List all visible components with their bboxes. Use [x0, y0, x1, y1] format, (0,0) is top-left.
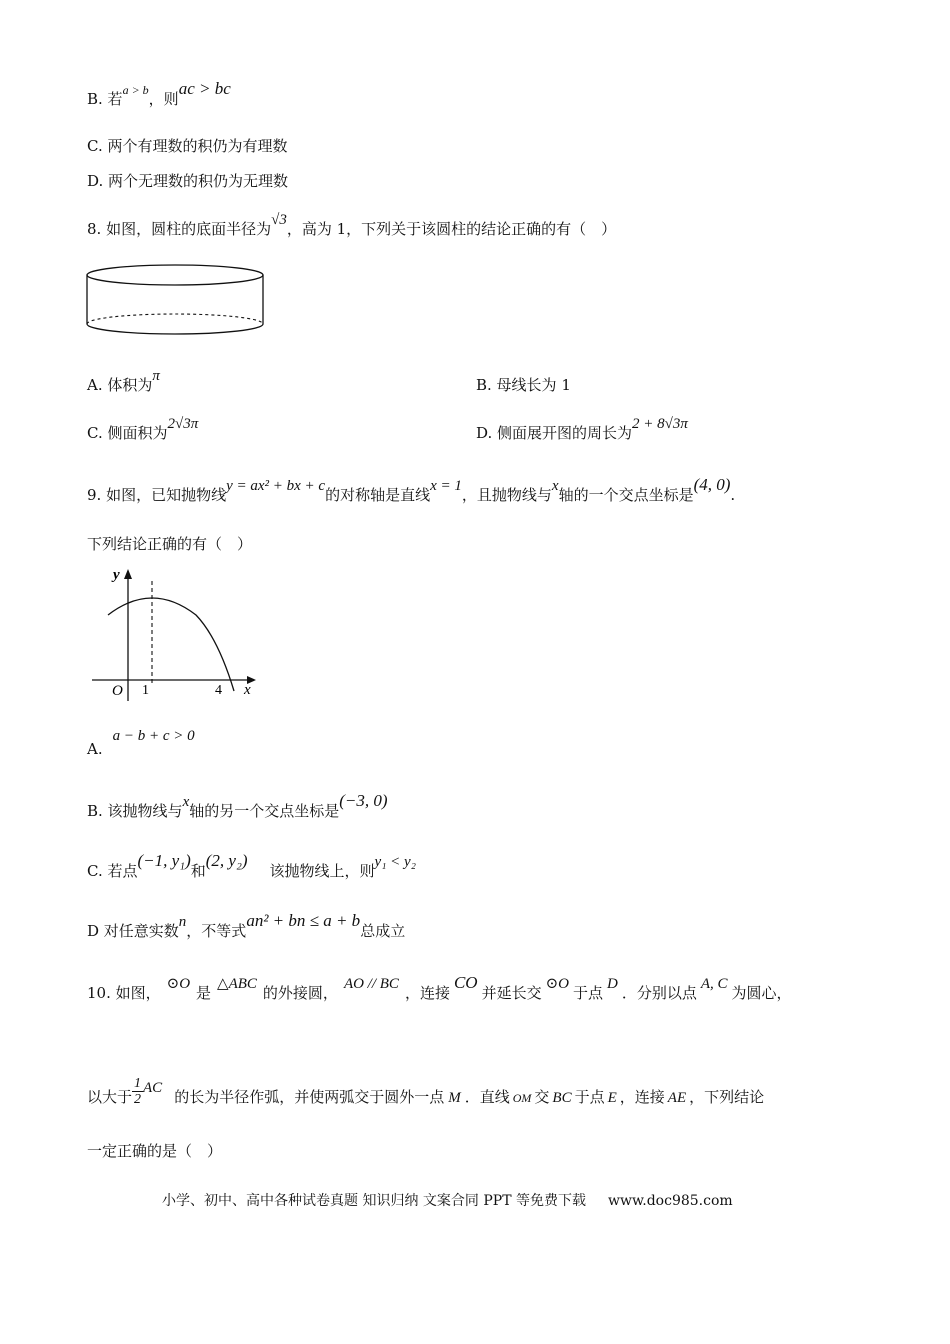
q7-option-c: C. 两个有理数的积仍为有理数 — [87, 137, 288, 155]
q9-stem-line1: 9. 如图，已知抛物线y = ax² + bx + c的对称轴是直线x = 1，且抛物线与x轴的一个交点坐标是(4, 0). — [87, 475, 736, 504]
footer-url[interactable]: www.doc985.com — [607, 1193, 733, 1209]
q10-line3: 一定正确的是（ ） — [87, 1142, 223, 1160]
q9-option-a: A.a − b + c > 0 — [87, 728, 195, 758]
parabola-curve — [108, 598, 234, 691]
q8-stem: 8. 如图，圆柱的底面半径为√3，高为 1，下列关于该圆柱的结论正确的有（ ） — [87, 212, 617, 238]
q9-parabola-equation: y = ax² + bx + c — [226, 478, 326, 494]
q8-radius: √3 — [271, 212, 287, 228]
q8-option-a: A. 体积为π — [87, 368, 160, 394]
tick-label-4: 4 — [215, 683, 222, 698]
footer — [162, 1194, 733, 1208]
x-axis-label: x — [244, 682, 251, 698]
footer-text: 小学、初中、高中各种试卷真题 知识归纳 文案合同 PPT 等免费下载 — [162, 1193, 586, 1209]
q8-option-b: B. 母线长为 1 — [476, 376, 571, 394]
q9-option-c: C. 若点(−1, y₁)和(2, y₂)该抛物线上，则y₁ < y₂ — [87, 851, 416, 880]
q8-option-c: C. 侧面积为2√3π — [87, 416, 199, 442]
cylinder-bottom-front — [87, 324, 263, 334]
q8-option-d: D. 侧面展开图的周长为2 + 8√3π — [476, 416, 688, 442]
tick-label-1: 1 — [142, 683, 149, 698]
origin-label: O — [112, 683, 123, 699]
q7-option-b: B. 若$^{a > b}$，则ac > bc — [87, 79, 231, 108]
cylinder-figure — [80, 262, 270, 342]
parabola-graph — [88, 563, 268, 703]
q10-line1: 10. 如图， ⊙O 是 △ABC 的外接圆， AO // BC ，连接CO并延长交 ⊙O 于点 D ．分别以点 A, C 为圆心， — [87, 973, 792, 1002]
half-fraction: $\frac{1}{2}$ — [134, 1076, 142, 1108]
cylinder-top-ellipse — [87, 265, 263, 285]
y-axis-arrow-icon — [124, 569, 132, 579]
q9-stem-line2: 下列结论正确的有（ ） — [87, 535, 253, 553]
q7-option-d: D. 两个无理数的积仍为无理数 — [87, 172, 289, 190]
q7-option-b-condition: a > b — [122, 83, 149, 97]
q9-option-b: B. 该抛物线与x轴的另一个交点坐标是(−3, 0) — [87, 791, 388, 820]
q7-option-b-result: ac > bc — [178, 79, 231, 98]
cylinder-bottom-back-dashed — [87, 314, 263, 324]
y-axis-label: y — [113, 567, 120, 583]
q10-line2: 以大于 $\frac{1}{2}$ AC 的长为半径作弧，并使两弧交于圆外一点 M ．直线 OM 交 BC 于点 E ，连接 AE ，下列结论 — [87, 1076, 765, 1108]
q9-option-d: D 对任意实数n，不等式an² + bn ≤ a + b总成立 — [87, 911, 406, 940]
